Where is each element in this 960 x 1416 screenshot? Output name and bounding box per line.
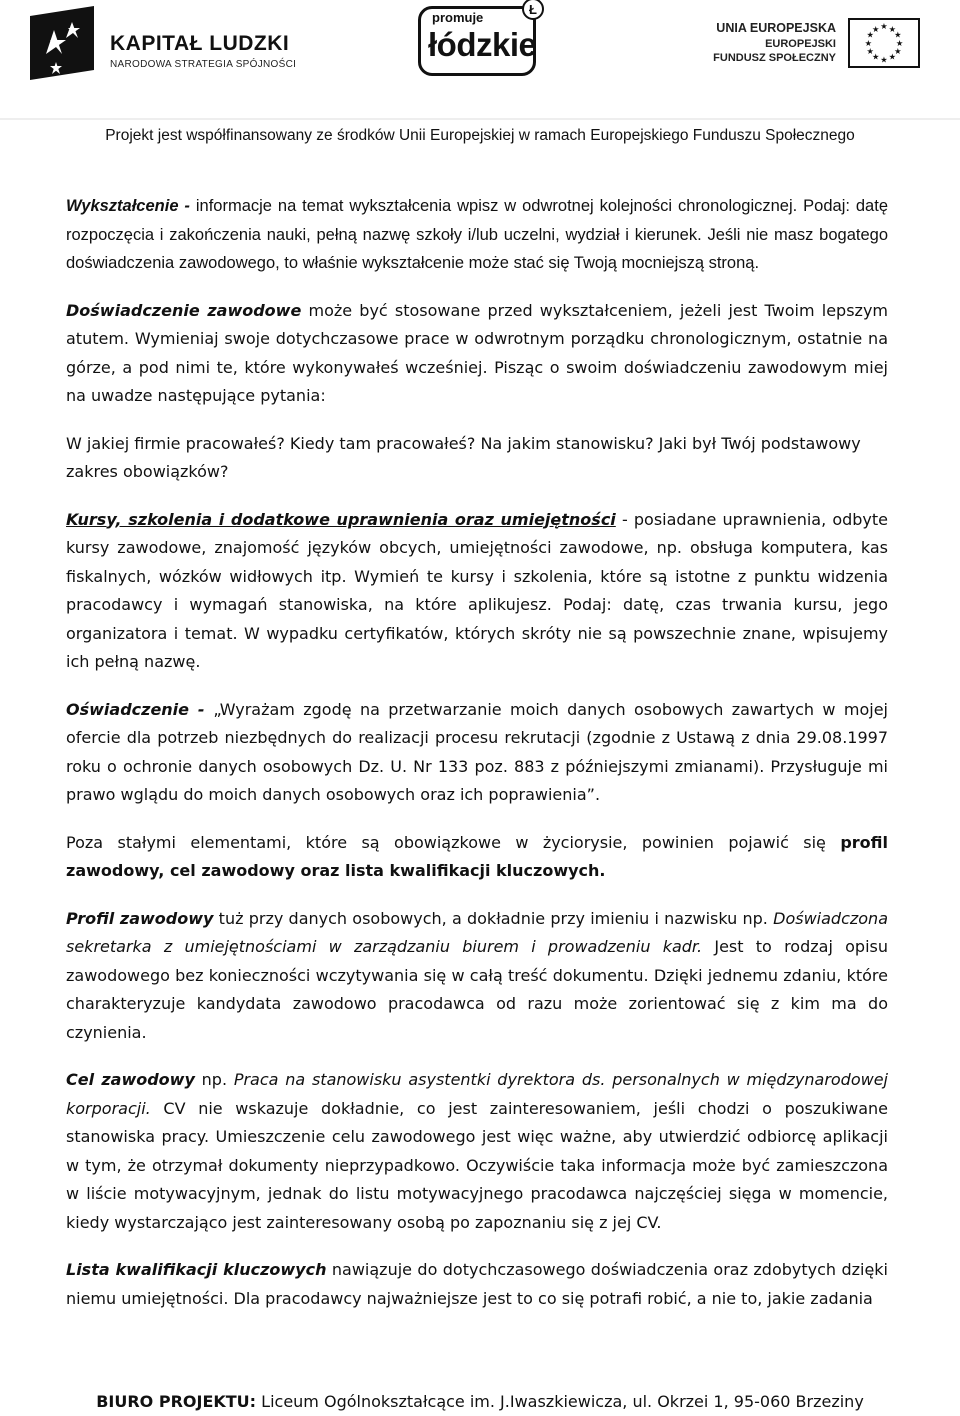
- footer-label: BIURO PROJEKTU:: [96, 1392, 257, 1411]
- goal-text-1: np.: [194, 1070, 234, 1089]
- paragraph-key-qualifications: [66, 1256, 888, 1313]
- key-qualifications-text: nawiązuje do dotychczasowego doświadczenia oraz zdobytych dzięki niemu umiejętności. Dla pracodawcy najważniejsze jest to co się potrafi robić, a nie to, jakie zadania: [66, 1260, 888, 1308]
- experience-label: Doświadczenie zawodowe: [66, 300, 302, 320]
- profile-text-1: tuż przy danych osobowych, a dokładnie przy imieniu i nazwisku np.: [213, 908, 774, 928]
- eu-line-3: FUNDUSZ SPOŁECZNY: [713, 52, 836, 64]
- extra-bold-text: profil zawodowy, cel zawodowy oraz lista kwalifikacji kluczowych.: [66, 832, 888, 880]
- svg-text:★: ★: [864, 37, 873, 48]
- promuje-lodzkie-logo: [418, 0, 546, 78]
- funding-statement: Projekt jest współfinansowany ze środków Unii Europejskiej w ramach Europejskiego Funduszu Społecznego: [105, 127, 855, 144]
- lodzkie-big-text: łódzkie: [428, 26, 537, 63]
- svg-text:★: ★: [888, 51, 896, 62]
- kapital-ludzki-logo: [24, 4, 297, 84]
- svg-text:★: ★: [872, 23, 880, 34]
- paragraph-experience: [66, 297, 888, 411]
- paragraph-questions: [66, 430, 888, 487]
- svg-text:★: ★: [866, 29, 874, 40]
- svg-text:★: ★: [894, 29, 902, 40]
- goal-example: Praca na stanowisku asystentki dyrektora ds. personalnych w międzynarodowej korporacji.: [66, 1070, 889, 1118]
- eu-logo: [713, 14, 944, 74]
- courses-label: Kursy, szkolenia i dodatkowe uprawnienia oraz umiejętności: [66, 509, 616, 529]
- page-footer: [0, 1392, 960, 1411]
- courses-text: - posiadane uprawnienia, odbyte kursy zawodowe, znajomość języków obcych, umiejętności zawodowe, np. obsługa komputera, kas fiskalnych, wózków widłowych itp. Wymień te kursy i szkolenia, które są istotne z punktu widzenia pracodawcy i wymagań stanowiska, na które aplikujesz. Podaj: datę, czas trwania kursu, jego organizatora i temat. W wypadku certyfikatów, których skróty nie są powszechnie znane, wpisujemy ich pełną nazwę.: [66, 509, 889, 671]
- education-text: informacje na temat wykształcenia wpisz w odwrotnej kolejności chronologicznej. Podaj: datę rozpoczęcia i zakończenia nauki, pełną nazwę szkoły i/lub uczelni, wydział i kierunek. Jeśli nie masz bogatego doświadczenia zawodowego, to właśnie wykształcenie może stać się Twoją mocniejszą stroną.: [66, 197, 888, 272]
- statement-text: „Wyrażam zgodę na przetwarzanie moich danych osobowych zawartych w mojej ofercie dla potrzeb niezbędnych do realizacji procesu rekrutacji (zgodnie z Ustawą z dnia 29.08.1997 roku o ochronie danych osobowych Dz. U. Nr 133 poz. 883 z późniejszymi zmianami). Przysługuje mi prawo wglądu do moich danych osobowych oraz ich poprawienia”.: [66, 699, 889, 804]
- paragraph-extra-elements: [66, 829, 888, 886]
- paragraph-goal: [66, 1066, 888, 1237]
- goal-text-2: CV nie wskazuje dokładnie, co jest zainteresowaniem, jeśli chodzi o poszukiwane stanowiska pracy. Umieszczenie celu zawodowego jest więc ważne, aby utwierdzić odbiorcę aplikacji w tym, że otrzymał dokumenty nieprzypadkowo. Oczywiście taka informacja może być zamieszczona w liście motywacyjnym, jednak do listu motywacyjnego pracodawca najczęściej sięga w momencie, kiedy wystarczająco jest zainteresowany osobą po zapoznaniu się z jej CV.: [66, 1098, 888, 1232]
- svg-text:★: ★: [888, 23, 896, 34]
- svg-text:★: ★: [866, 46, 874, 57]
- statement-label: Oświadczenie -: [66, 699, 214, 719]
- svg-text:★: ★: [894, 46, 902, 57]
- key-qualifications-label: Lista kwalifikacji kluczowych: [66, 1260, 327, 1279]
- paragraph-statement: [66, 696, 888, 810]
- svg-text:★: ★: [872, 51, 880, 62]
- svg-text:★: ★: [895, 37, 904, 48]
- paragraph-education: [66, 192, 888, 278]
- extra-text: Poza stałymi elementami, które są obowiązkowe w życiorysie, powinien pojawić się: [66, 832, 841, 852]
- svg-text:★: ★: [880, 54, 888, 65]
- page-header: [0, 0, 960, 100]
- questions-text: W jakiej firmie pracowałeś? Kiedy tam pracowałeś? Na jakim stanowisku? Jaki był Twój podstawowy zakres obowiązków?: [66, 433, 861, 481]
- paragraph-courses: [66, 506, 888, 677]
- promuje-small-text: promuje: [432, 10, 484, 25]
- profile-text-2: Jest to rodzaj opisu zawodowego bez konieczności wczytywania się w całą treść dokumentu. Dzięki jednemu zdaniu, które charakteryzuje kandydata zawodowo pracodawca od razu może zorientować się z kim ma do czynienia.: [66, 937, 888, 1042]
- svg-text:★: ★: [880, 21, 888, 32]
- kapital-ludzki-subtitle: NARODOWA STRATEGIA SPÓJNOŚCI: [110, 59, 297, 70]
- experience-text: może być stosowane przed wykształceniem, jeżeli jest Twoim lepszym atutem. Wymieniaj swoje dotychczasowe prace w odwrotnym porządku chronologicznym, ostatnie na górze, a pod nimi te, które wykonywałeś wcześniej. Pisząc o swoim doświadczeniu zawodowym miej na uwadze następujące pytania:: [66, 300, 888, 405]
- lodzkie-mark-icon: Ł: [522, 0, 544, 20]
- eu-line-2: EUROPEJSKI: [765, 38, 836, 50]
- education-label: Wykształcenie -: [66, 197, 196, 215]
- goal-label: Cel zawodowy: [66, 1070, 195, 1089]
- paragraph-profile: [66, 905, 888, 1048]
- profile-label: Profil zawodowy: [66, 908, 214, 928]
- eu-line-1: UNIA EUROPEJSKA: [716, 21, 836, 35]
- footer-address: Liceum Ogólnokształcące im. J.Iwaszkiewicza, ul. Okrzei 1, 95-060 Brzeziny: [256, 1392, 864, 1411]
- kapital-ludzki-emblem-icon: [26, 4, 98, 84]
- eu-flag-icon: [848, 18, 920, 68]
- kapital-ludzki-title: KAPITAŁ LUDZKI: [110, 32, 290, 55]
- header-divider: [0, 118, 960, 120]
- profile-example: Doświadczona sekretarka z umiejętnościami w zarządzaniu biurem i prowadzeniu kadr.: [66, 908, 888, 956]
- document-body: [66, 192, 888, 1332]
